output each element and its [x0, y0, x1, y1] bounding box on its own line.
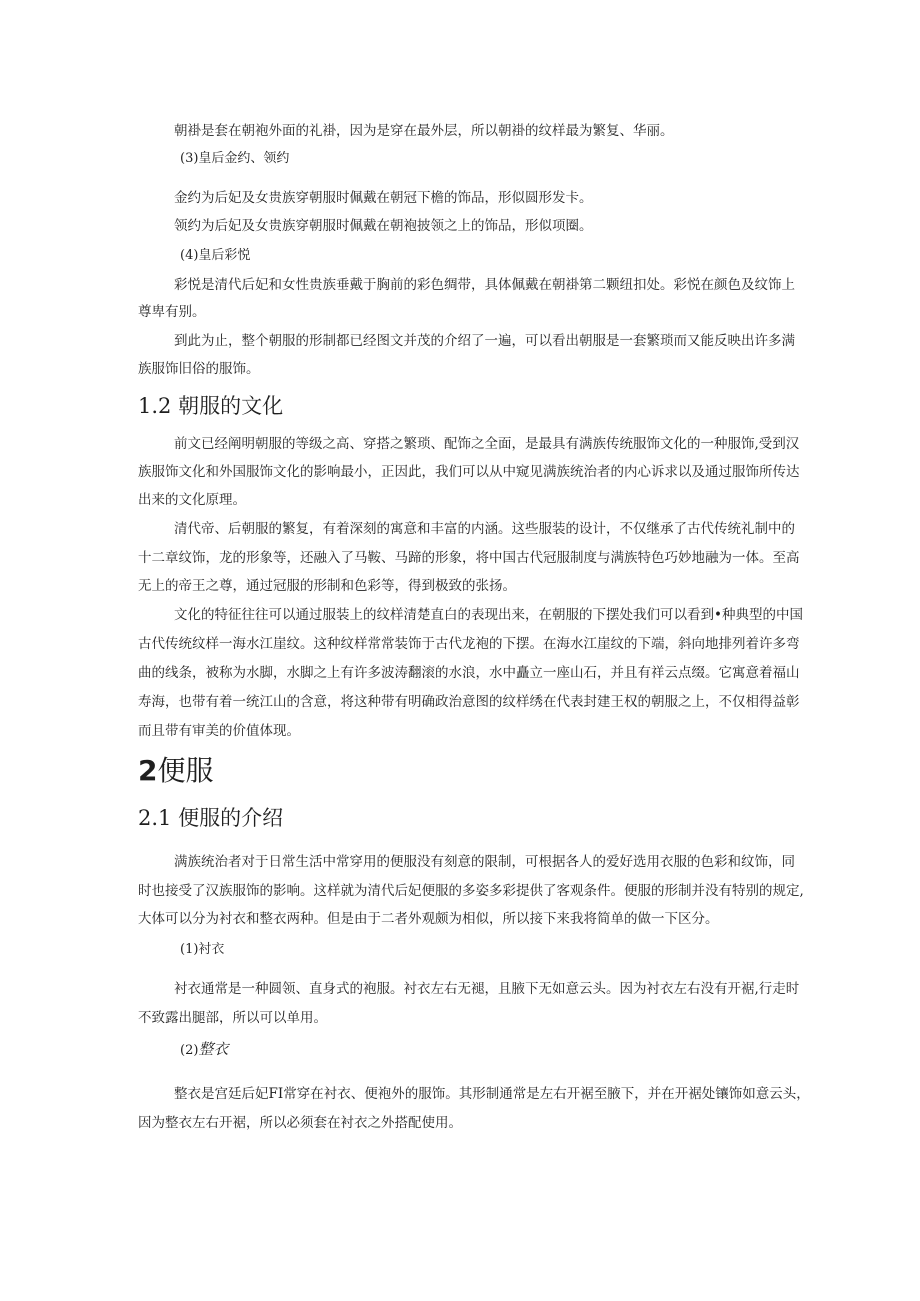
paragraph-line: 族服饰文化和外国服饰文化的影响最小，正因此，我们可以从中窥见满族统治者的内心诉求以及通过服饰所传达 — [138, 464, 800, 480]
paragraph-line: 时也接受了汉族服饰的影响。这样就为清代后妃便服的多姿多彩提供了客观条件。便服的形制并没有特别的规定, — [138, 883, 804, 899]
paragraph-line: 到此为止，整个朝服的形制都已经图文并茂的介绍了一遍，可以看出朝服是一套繁琐而又能反映出许多满 — [174, 333, 795, 349]
paragraph-line: 因为整衣左右开裾，所以必须套在衬衣之外搭配使用。 — [138, 1115, 462, 1131]
subheading-2 — [180, 1039, 228, 1061]
paragraph-line: 族服饰旧俗的服饰。 — [138, 361, 260, 377]
paragraph-line: 尊卑有别。 — [138, 304, 206, 320]
paragraph-line: 彩悦是清代后妃和女性贵族垂戴于胸前的彩色绸带，具体佩戴在朝褂第二颗纽扣处。彩悦在颜色及纹饰上 — [174, 277, 795, 293]
paragraph-line: 不致露出腿部，所以可以单用。 — [138, 1010, 327, 1026]
paragraph-line: 朝褂是套在朝袍外面的礼褂，因为是穿在最外层，所以朝褂的纹样最为繁复、华丽。 — [174, 123, 674, 139]
paragraph-line: 整衣是宫廷后妃FI常穿在衬衣、便袍外的服饰。其形制通常是左右开裾至腋下，并在开裾处镶饰如意云头， — [174, 1086, 810, 1102]
paragraph-line: 古代传统纹样一海水江崖纹。这种纹样常常装饰于古代龙袍的下摆。在海水江崖纹的下端，斜向地排列着许多弯 — [138, 636, 800, 652]
chapter-number: 2 — [138, 754, 158, 787]
section-heading-1-2: 1.2 朝服的文化 — [138, 394, 284, 418]
chapter-heading-2 — [138, 753, 214, 789]
paragraph-line: 衬衣通常是一种圆领、直身式的袍服。衬衣左右无褪，且腋下无如意云头。因为衬衣左右没有开裾,行走时 — [174, 981, 800, 997]
paragraph-line: 满族统治者对于日常生活中常穿用的便服没有刻意的限制，可根据各人的爱好选用衣服的色彩和纹饰，同 — [174, 854, 795, 870]
subheading-2-number: (2) — [180, 1043, 199, 1058]
subheading-4: (4)皇后彩悦 — [180, 248, 251, 263]
paragraph-line: 领约为后妃及女贵族穿朝服时佩戴在朝袍披领之上的饰品，形似项圈。 — [174, 218, 593, 234]
paragraph-line: 出来的文化原理。 — [138, 492, 246, 508]
subheading-1: (1)衬衣 — [180, 942, 225, 957]
paragraph-line: 无上的帝王之尊，通过冠服的形制和色彩等，得到极致的张扬。 — [138, 578, 516, 594]
paragraph-line: 而且带有审美的价值体现。 — [138, 723, 300, 739]
paragraph-line: 文化的特征往往可以通过服装上的纹样清楚直白的表现出来，在朝服的下摆处我们可以看到•种典型的中国 — [174, 607, 803, 623]
paragraph-line: 曲的线条，被称为水脚，水脚之上有许多波涛翻滚的水浪，水中矗立一座山石，并且有祥云点缀。它寓意着福山 — [138, 665, 800, 681]
paragraph-line: 清代帝、后朝服的繁复，有着深刻的寓意和丰富的内涵。这些服装的设计，不仅继承了古代传统礼制中的 — [174, 521, 795, 537]
chapter-title: 便服 — [157, 754, 214, 787]
subheading-3: (3)皇后金约、领约 — [180, 151, 290, 166]
paragraph-line: 前文已经阐明朝服的等级之高、穿搭之繁琐、配饰之全面，是最具有满族传统服饰文化的一种服饰,受到汉 — [174, 436, 800, 452]
subheading-2-text: 整衣 — [198, 1040, 229, 1058]
section-heading-2-1: 2.1 便服的介绍 — [138, 806, 284, 830]
paragraph-line: 大体可以分为衬衣和整衣两种。但是由于二者外观颇为相似，所以接下来我将简单的做一下区分。 — [138, 911, 719, 927]
paragraph-line: 十二章纹饰，龙的形象等，还融入了马鞍、马蹄的形象，将中国古代冠服制度与满族特色巧妙地融为一体。至高 — [138, 550, 800, 566]
paragraph-line: 金约为后妃及女贵族穿朝服时佩戴在朝冠下檐的饰品，形似圆形发卡。 — [174, 190, 593, 206]
paragraph-line: 寿海，也带有着一统江山的含意，将这种带有明确政治意图的纹样绣在代表封建王权的朝服之上，不仅相得益彰 — [138, 694, 800, 710]
